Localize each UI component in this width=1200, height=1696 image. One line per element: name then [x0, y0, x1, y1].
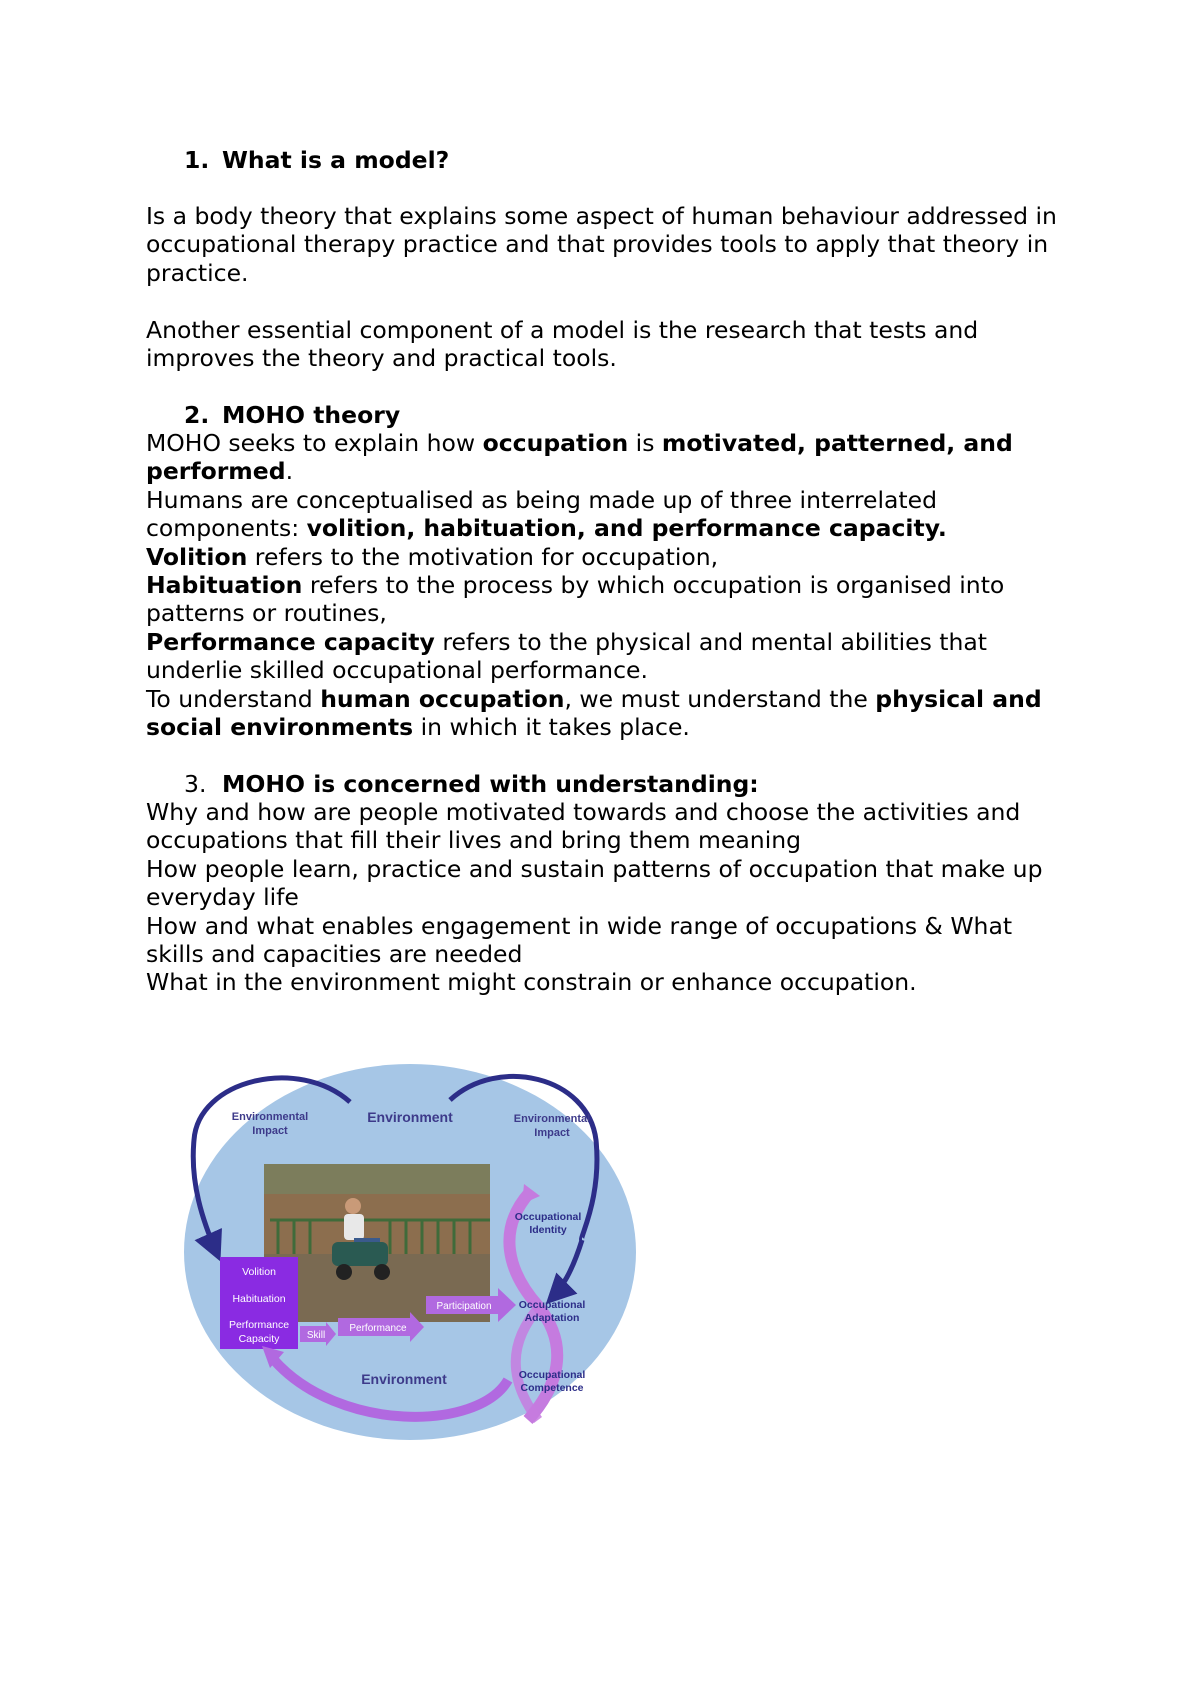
moho-line-explain: MOHO seeks to explain how occupation is motivated, patterned, and performed. [146, 429, 1013, 486]
moho-line-performance: Performance capacity refers to the physical and mental abilities that underlie skilled occupational performance. [146, 627, 988, 685]
label-performance-capacity-2: Capacity [238, 1333, 280, 1345]
paragraph-model-research: Another essential component of a model is the research that tests and improves the theory and practical tools. [146, 316, 979, 373]
label-adaptation-2: Adaptation [524, 1312, 580, 1324]
label-impact-right-2: Impact [534, 1127, 570, 1139]
moho-diagram [178, 1060, 638, 1450]
concern-line: How people learn, practice and sustain patterns of occupation that make up everyday life [146, 854, 1043, 912]
heading-2: 2. MOHO theory [184, 401, 401, 429]
moho-line-volition: Volition refers to the motivation for occupation, [146, 542, 719, 571]
moho-line-environments: To understand human occupation, we must understand the physical and social environments in which it takes place. [146, 684, 1042, 742]
moho-line-habituation: Habituation refers to the process by which occupation is organised into patterns or routines, [146, 571, 1005, 628]
moho-theory-body [146, 429, 1076, 741]
label-competence-1: Occupational [518, 1369, 586, 1381]
label-identity-1: Occupational [514, 1211, 582, 1223]
concern-line: How and what enables engagement in wide range of occupations & What skills and capacities are needed [146, 911, 1013, 969]
concerns-list [146, 798, 1076, 997]
heading-3: 3. MOHO is concerned with understanding: [184, 770, 759, 798]
label-volition: Volition [242, 1266, 276, 1278]
paragraph-model-definition: Is a body theory that explains some aspect of human behaviour addressed in occupational therapy practice and that provides tools to apply that theory in practice. [146, 202, 1057, 287]
label-skill: Skill [306, 1330, 326, 1341]
label-impact-right-1: Environmental [513, 1113, 591, 1125]
label-competence-2: Competence [520, 1382, 584, 1394]
label-impact-left-2: Impact [252, 1125, 288, 1137]
heading-1: 1. What is a model? [184, 146, 450, 174]
label-performance-capacity-1: Performance [228, 1319, 290, 1331]
label-env-top: Environment [367, 1109, 453, 1125]
concern-line: Why and how are people motivated towards and choose the activities and occupations that fill their lives and bring them meaning [146, 798, 1021, 855]
concern-line: What in the environment might constrain or enhance occupation. [146, 968, 917, 997]
label-impact-left-1: Environmental [231, 1111, 309, 1123]
label-habituation: Habituation [232, 1293, 286, 1305]
moho-line-components: Humans are conceptualised as being made up of three interrelated components: volition, habituation, and performance capacity. [146, 485, 947, 543]
label-identity-2: Identity [529, 1224, 567, 1236]
label-env-bottom: Environment [361, 1371, 447, 1387]
label-adaptation-1: Occupational [518, 1299, 586, 1311]
label-participation: Participation [436, 1301, 492, 1312]
label-performance: Performance [349, 1323, 407, 1334]
